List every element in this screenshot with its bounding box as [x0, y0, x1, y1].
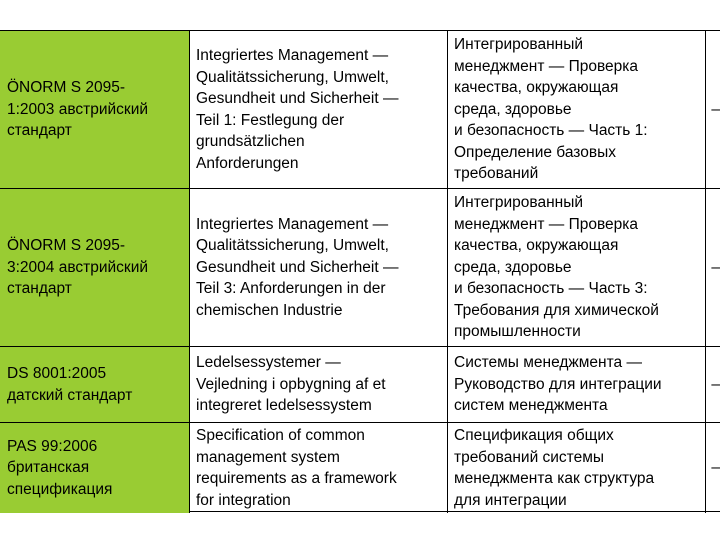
- original-title-cell: [190, 347, 448, 422]
- standard-name: PAS 99:2006 британская спецификация: [7, 437, 113, 498]
- table-row: [0, 423, 720, 513]
- extra-cell: [706, 347, 720, 422]
- extra-cell: [706, 423, 720, 513]
- standard-name: DS 8001:2005 датский стандарт: [7, 365, 133, 404]
- extra-cell: [706, 31, 720, 188]
- extra-mark: –: [711, 375, 720, 393]
- table-row: [0, 31, 720, 189]
- translated-title: Интегрированный менеджмент — Проверка качества, окружающая среда, здоровье и безопасность — Часть 3: Требования для химической промышленности: [454, 194, 659, 341]
- standards-table: [0, 30, 720, 512]
- original-title-cell: [190, 189, 448, 346]
- translated-title: Интегрированный менеджмент — Проверка качества, окружающая среда, здоровье и безопасность — Часть 1: Определение базовых требований: [454, 36, 648, 183]
- standard-cell: [0, 189, 190, 346]
- original-title: Ledelsessystemer — Vejledning i opbygning af et integreret ledelsessystem: [196, 354, 386, 415]
- extra-mark: –: [711, 100, 720, 118]
- translation-cell: [448, 189, 706, 346]
- original-title: Integriertes Management — Qualitätssicherung, Umwelt, Gesundheit und Sicherheit — Teil 1: Festlegung der grundsätzlichen Anforderungen: [196, 47, 399, 172]
- standard-cell: [0, 347, 190, 422]
- original-title: Integriertes Management — Qualitätssicherung, Umwelt, Gesundheit und Sicherheit — Teil 3: Anforderungen in der chemischen Industrie: [196, 215, 399, 319]
- translated-title: Системы менеджмента — Руководство для интеграции систем менеджмента: [454, 354, 662, 415]
- translation-cell: [448, 31, 706, 188]
- original-title: Specification of common management system requirements as a framework for integration: [196, 427, 397, 509]
- standard-cell: [0, 423, 190, 513]
- extra-mark: –: [711, 459, 720, 477]
- translation-cell: [448, 423, 706, 513]
- extra-mark: –: [711, 258, 720, 276]
- original-title-cell: [190, 31, 448, 188]
- extra-cell: [706, 189, 720, 346]
- original-title-cell: [190, 423, 448, 513]
- translation-cell: [448, 347, 706, 422]
- table-row: [0, 347, 720, 423]
- standard-cell: [0, 31, 190, 188]
- table-row: [0, 189, 720, 347]
- translated-title: Спецификация общих требований системы менеджмента как структура для интеграции: [454, 427, 655, 509]
- standard-name: ÖNORM S 2095- 3:2004 австрийский стандарт: [7, 237, 149, 298]
- standard-name: ÖNORM S 2095- 1:2003 австрийский стандарт: [7, 79, 149, 140]
